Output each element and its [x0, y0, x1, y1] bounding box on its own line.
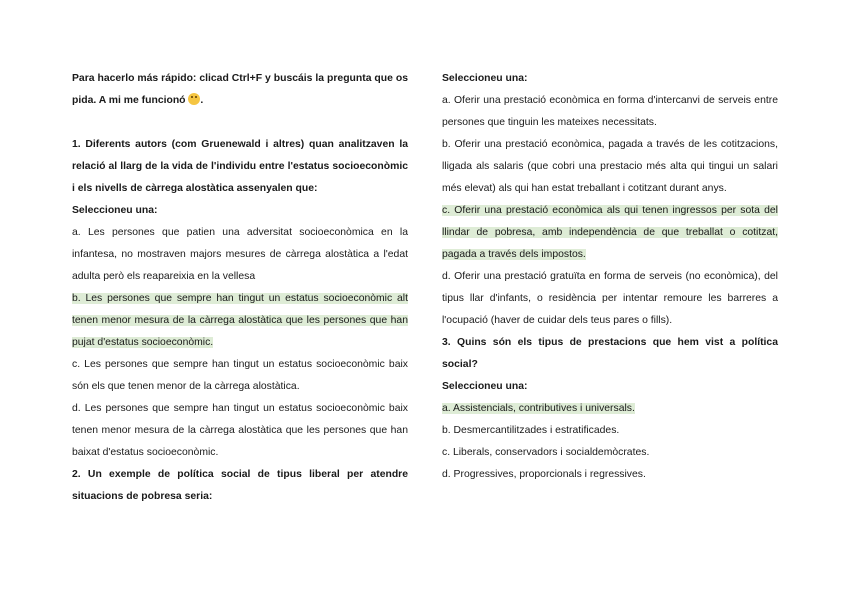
- intro-text: Para hacerlo más rápido: clicad Ctrl+F y buscáis la pregunta que os pida. A mi me funcionó .: [72, 73, 408, 106]
- question-3-option-b[interactable]: b. Desmercantilitzades i estratificades.: [442, 425, 620, 436]
- question-2-option-a[interactable]: a. Oferir una prestació econòmica en forma d'intercanvi de serveis entre persones que tinguin les mateixes necessitats.: [442, 95, 778, 128]
- question-1-select-label: Seleccioneu una:: [72, 205, 158, 216]
- highlighted-answer: b. Les persones que sempre han tingut un estatus socioeconòmic alt tenen menor mesura de la càrrega alostàtica que les persones que han pujat d'estatus socioeconòmic.: [72, 293, 408, 348]
- question-3-option-d[interactable]: d. Progressives, proporcionals i regressives.: [442, 469, 646, 480]
- right-column: [442, 68, 778, 486]
- question-3-title: 3. Quins són els tipus de prestacions que hem vist a política social?: [442, 337, 778, 370]
- question-2-option-b[interactable]: b. Oferir una prestació econòmica, pagada a través de les cotitzacions, lligada als salaris (que cobri una prestacio més alta qui tingui un salari més elevat) als qui han estat treballant i cotitzant durant anys.: [442, 139, 778, 194]
- question-1-option-c[interactable]: c. Les persones que sempre han tingut un estatus socioeconòmic baix són els que tenen menor de la càrrega alostàtica.: [72, 359, 408, 392]
- left-column: [72, 68, 408, 508]
- question-3-option-c[interactable]: c. Liberals, conservadors i socialdemòcrates.: [442, 447, 650, 458]
- question-1-option-b[interactable]: [72, 288, 408, 354]
- question-2-option-c[interactable]: [442, 200, 778, 266]
- question-2-option-d[interactable]: d. Oferir una prestació gratuïta en forma de serveis (no econòmica), del tipus llar d'infants, o residència per intentar remoure les barreres a l'ocupació (haver de cuidar dels teus pares o fills).: [442, 271, 778, 326]
- question-1-title: 1. Diferents autors (com Gruenewald i altres) quan analitzaven la relació al llarg de la vida de l'individu entre l'estatus socioeconòmic i els nivells de càrrega alostàtica assenyalen que:: [72, 139, 408, 194]
- question-1-option-d[interactable]: d. Les persones que sempre han tingut un estatus socioeconòmic baix tenen menor mesura de la càrrega alostàtica que les persones que han baixat d'estatus socioeconòmic.: [72, 403, 408, 458]
- question-2-select-label: Seleccioneu una:: [442, 73, 528, 84]
- question-3-option-a[interactable]: [442, 398, 778, 420]
- question-2-title: 2. Un exemple de política social de tipus liberal per atendre situacions de pobresa seria:: [72, 469, 408, 502]
- highlighted-answer: c. Oferir una prestació econòmica als qui tenen ingressos per sota del llindar de pobresa, amb independència de que treballat o cotitzat, pagada a través dels impostos.: [442, 205, 778, 260]
- question-1-option-a[interactable]: a. Les persones que patien una adversitat socioeconòmica en la infantesa, no mostraven majors mesures de càrrega alostàtica a l'edat adulta però els reapareixia en la vellesa: [72, 227, 408, 282]
- highlighted-answer: a. Assistencials, contributives i universals.: [442, 403, 635, 414]
- slightly-smiling-face-icon: [188, 93, 200, 105]
- question-3-select-label: Seleccioneu una:: [442, 381, 528, 392]
